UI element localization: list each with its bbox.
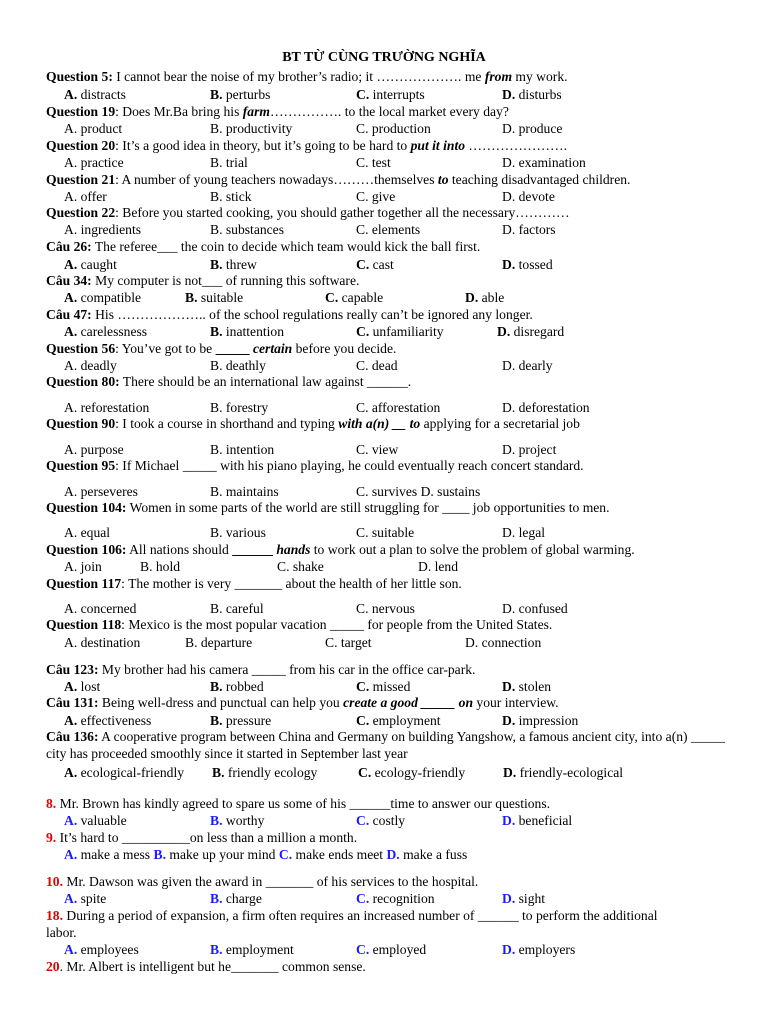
page-title: BT TỪ CÙNG TRƯỜNG NGHĨA	[282, 50, 486, 65]
option-d: D. connection	[465, 635, 542, 650]
option-c-d: C. survives D. sustains	[356, 484, 481, 499]
option-c: C. target	[325, 635, 372, 650]
option-a: A. effectiveness	[64, 713, 152, 728]
option-d: D. disregard	[497, 324, 565, 339]
option-b: B. friendly ecology	[212, 765, 318, 780]
option-d: D. confused	[502, 601, 568, 616]
question-19: Question 19: Does Mr.Ba bring his farm……………. to the local market every day?	[46, 104, 509, 119]
option-c: C. production	[356, 121, 431, 136]
question-cau-136: Câu 136: A cooperative program between China and Germany on building Yangshow, a famous ancient city, into a(n) _____ city has proceeded smoothly since it started in September last year	[46, 729, 725, 761]
option-b: B. stick	[210, 189, 252, 204]
option-a: A. deadly	[64, 358, 117, 373]
question-20: Question 20: It’s a good idea in theory, but it’s going to be hard to put it into ………………….	[46, 138, 567, 153]
option-c: C. employment	[356, 713, 441, 728]
option-d: D. able	[465, 290, 505, 305]
question-56: Question 56: You’ve got to be _____ certain before you decide.	[46, 341, 397, 356]
option-d: D. stolen	[502, 679, 552, 694]
option-a: A. compatible	[64, 290, 142, 305]
option-b: B. inattention	[210, 324, 285, 339]
option-b: B. trial	[210, 155, 248, 170]
option-b: B. careful	[210, 601, 264, 616]
option-d: D. factors	[502, 222, 556, 237]
question-cau-26: Câu 26: The referee___ the coin to decide which team would kick the ball first.	[46, 239, 481, 254]
option-a: A. equal	[64, 525, 111, 540]
option-d: D. legal	[502, 525, 546, 540]
option-b: B. threw	[210, 257, 257, 272]
option-b: B. deathly	[210, 358, 266, 373]
option-a: A. valuable	[64, 813, 127, 828]
question-9: 9. It’s hard to __________on less than a million a month.	[46, 830, 358, 845]
option-a: A. distracts	[64, 87, 126, 102]
option-b: B. intention	[210, 442, 275, 457]
question-cau-123: Câu 123: My brother had his camera _____ from his car in the office car-park.	[46, 662, 476, 677]
option-c: C. suitable	[356, 525, 415, 540]
question-20-numbered: 20. Mr. Albert is intelligent but he_______ common sense.	[46, 959, 366, 974]
question-80: Question 80: There should be an international law against ______.	[46, 374, 412, 389]
question-117: Question 117: The mother is very _______ about the health of her little son.	[46, 576, 462, 591]
option-c: C. shake	[277, 559, 324, 574]
question-22: Question 22: Before you started cooking, you should gather together all the necessary…………	[46, 205, 570, 220]
option-b: B. various	[210, 525, 266, 540]
option-c: C. cast	[356, 257, 394, 272]
question-95: Question 95: If Michael _____ with his piano playing, he could eventually reach concert standard.	[46, 458, 584, 473]
option-c: C. costly	[356, 813, 406, 828]
option-a: A. lost	[64, 679, 101, 694]
option-a: A. carelessness	[64, 324, 148, 339]
options-inline: A. make a mess B. make up your mind C. make ends meet D. make a fuss	[64, 847, 468, 862]
option-d: D. lend	[418, 559, 459, 574]
option-c: C. unfamiliarity	[356, 324, 444, 339]
option-d: D. friendly-ecological	[503, 765, 624, 780]
option-d: D. dearly	[502, 358, 553, 373]
option-d: D. employers	[502, 942, 576, 957]
option-b: B. perturbs	[210, 87, 271, 102]
option-c: C. dead	[356, 358, 398, 373]
question-21: Question 21: A number of young teachers nowadays………themselves to teaching disadvantaged children.	[46, 172, 631, 187]
option-b: B. worthy	[210, 813, 265, 828]
question-8: 8. Mr. Brown has kindly agreed to spare us some of his ______time to answer our questions.	[46, 796, 551, 811]
question-5: Question 5: I cannot bear the noise of my brother’s radio; it ………………. me from my work.	[46, 69, 568, 84]
option-c: C. view	[356, 442, 399, 457]
option-a: A. ingredients	[64, 222, 142, 237]
option-d: D. deforestation	[502, 400, 590, 415]
option-a: A. purpose	[64, 442, 124, 457]
option-c: C. interrupts	[356, 87, 425, 102]
option-b: B. employment	[210, 942, 294, 957]
question-90: Question 90: I took a course in shorthand and typing with a(n) __ to applying for a secretarial job	[46, 416, 580, 431]
option-d: D. tossed	[502, 257, 553, 272]
option-a: A. practice	[64, 155, 124, 170]
option-d: D. project	[502, 442, 557, 457]
option-d: D. sight	[502, 891, 546, 906]
option-d: D. examination	[502, 155, 586, 170]
option-b: B. maintains	[210, 484, 279, 499]
option-b: B. charge	[210, 891, 262, 906]
option-c: C. give	[356, 189, 396, 204]
option-b: B. productivity	[210, 121, 293, 136]
option-a: A. employees	[64, 942, 139, 957]
question-18: 18. During a period of expansion, a firm often requires an increased number of ______ to perform the additional labor.	[46, 908, 658, 940]
option-a: A. reforestation	[64, 400, 150, 415]
option-b: B. hold	[140, 559, 181, 574]
option-b: B. pressure	[210, 713, 272, 728]
option-a: A. caught	[64, 257, 117, 272]
question-cau-47: Câu 47: His ……………….. of the school regulations really can’t be ignored any longer.	[46, 307, 533, 322]
option-a: A. perseveres	[64, 484, 138, 499]
option-a: A. ecological-friendly	[64, 765, 185, 780]
option-d: D. impression	[502, 713, 579, 728]
option-d: D. produce	[502, 121, 563, 136]
question-cau-131: Câu 131: Being well-dress and punctual can help you create a good _____ on your interview.	[46, 695, 559, 710]
option-c: C. recognition	[356, 891, 435, 906]
option-a: A. offer	[64, 189, 107, 204]
option-b: B. robbed	[210, 679, 264, 694]
option-b: B. forestry	[210, 400, 269, 415]
option-b: B. departure	[185, 635, 253, 650]
option-d: D. devote	[502, 189, 555, 204]
option-b: B. substances	[210, 222, 285, 237]
option-c: C. elements	[356, 222, 421, 237]
option-a: A. spite	[64, 891, 107, 906]
option-a: A. destination	[64, 635, 141, 650]
question-118: Question 118: Mexico is the most popular vacation _____ for people from the United States.	[46, 617, 553, 632]
option-c: C. test	[356, 155, 391, 170]
option-a: A. product	[64, 121, 123, 136]
option-c: C. afforestation	[356, 400, 441, 415]
option-a: A. concerned	[64, 601, 137, 616]
option-c: C. ecology-friendly	[358, 765, 466, 780]
question-cau-34: Câu 34: My computer is not___ of running this software.	[46, 273, 360, 288]
option-c: C. employed	[356, 942, 427, 957]
option-d: D. beneficial	[502, 813, 573, 828]
option-c: C. missed	[356, 679, 411, 694]
option-c: C. nervous	[356, 601, 415, 616]
question-104: Question 104: Women in some parts of the world are still struggling for ____ job opportunities to men.	[46, 500, 610, 515]
option-d: D. disturbs	[502, 87, 562, 102]
question-10: 10. Mr. Dawson was given the award in _______ of his services to the hospital.	[46, 874, 479, 889]
option-a: A. join	[64, 559, 102, 574]
question-106: Question 106: All nations should ______ hands to work out a plan to solve the problem of global warming.	[46, 542, 635, 557]
option-b: B. suitable	[185, 290, 244, 305]
option-c: C. capable	[325, 290, 384, 305]
